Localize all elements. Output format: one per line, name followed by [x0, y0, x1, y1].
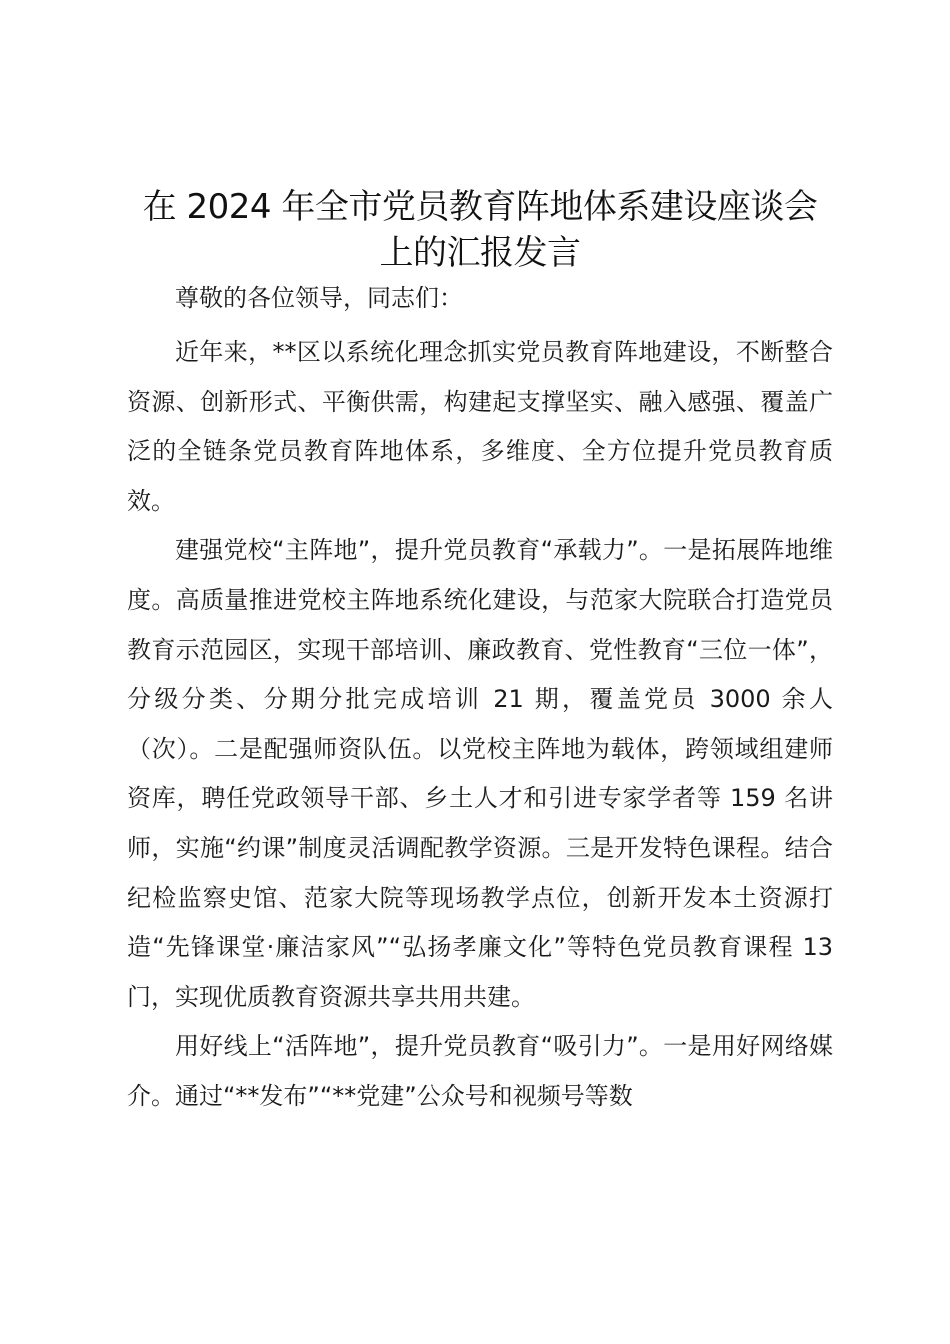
title-line-1: 在 2024 年全市党员教育阵地体系建设座谈会 — [142, 187, 818, 227]
paragraph-online: 用好线上“活阵地”，提升党员教育“吸引力”。一是用好网络媒介。通过“**发布”“**党建”公众号和视频号等数 — [127, 1032, 833, 1110]
document-title — [127, 184, 833, 276]
greeting: 尊敬的各位领导，同志们： — [175, 284, 463, 312]
document-content — [127, 184, 833, 1122]
title-line-2: 上的汇报发言 — [379, 233, 581, 273]
paragraph-intro: 近年来，**区以系统化理念抓实党员教育阵地建设，不断整合资源、创新形式、平衡供需，构建起支撑坚实、融入感强、覆盖广泛的全链条党员教育阵地体系，多维度、全方位提升党员教育质效。 — [127, 338, 833, 515]
document-body — [127, 278, 833, 1122]
paragraph-party-school: 建强党校“主阵地”，提升党员教育“承载力”。一是拓展阵地维度。高质量推进党校主阵地系统化建设，与范家大院联合打造党员教育示范园区，实现干部培训、廉政教育、党性教育“三位一体”，分级分类、分期分批完成培训 21 期，覆盖党员 3000 余人（次）。二是配强师资队伍。以党校主阵地为载体，跨领域组建师资库，聘任党政领导干部、乡土人才和引进专家学者等 159 名讲师，实施“约课”制度灵活调配教学资源。三是开发特色课程。结合纪检监察史馆、范家大院等现场教学点位，创新开发本土资源打造“先锋课堂·廉洁家风”“弘扬孝廉文化”等特色党员教育课程 13 门，实现优质教育资源共享共用共建。 — [127, 536, 833, 1011]
